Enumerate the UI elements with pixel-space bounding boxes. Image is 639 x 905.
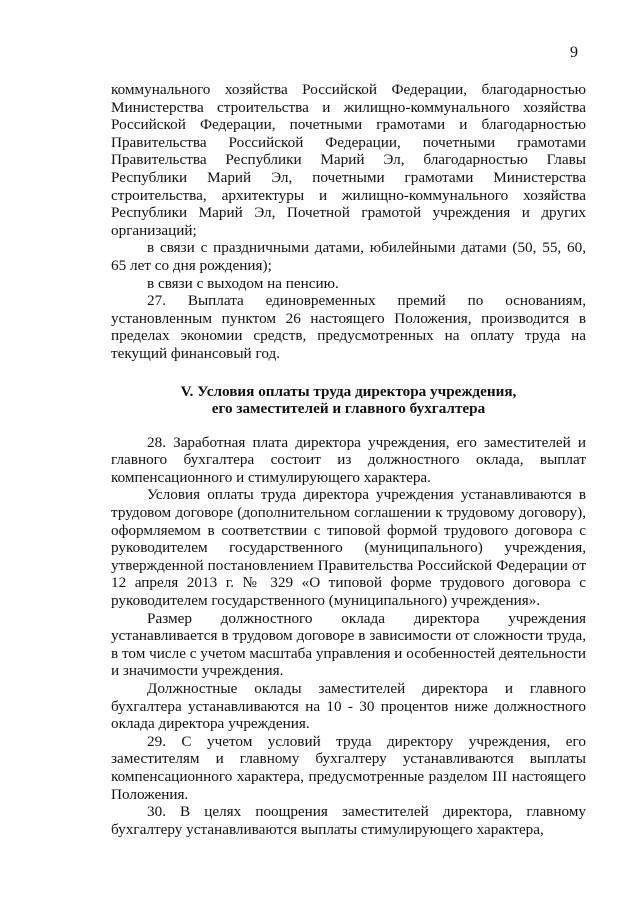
paragraph-director-conditions: Условия оплаты труда директора учреждения устанавливаются в трудовом договоре (дополнительном соглашении к трудовому договору), оформляемом в соответствии с типовой формой трудового договора с руководителем государственного (муниципального) учреждения, утвержденной постановлением Правительства Российской Федерации от 12 апреля 2013 г. № 329 «О типовой форме трудового договора с руководителем государственного (муниципального) учреждения».	[111, 486, 586, 610]
paragraph-clause-28: 28. Заработная плата директора учреждения, его заместителей и главного бухгалтера состоит из должностного оклада, выплат компенсационного и стимулирующего характера.	[111, 433, 586, 486]
paragraph-awards-continuation: коммунального хозяйства Российской Федерации, благодарностью Министерства строительства и жилищно-коммунального хозяйства Российской Федерации, почетными грамотами и благодарностью Правительства Российской Федерации, почетными грамотами Правительства Республики Марий Эл, благодарностью Главы Республики Марий Эл, почетными грамотами Министерства строительства, архитектуры и жилищно-коммунального хозяйства Республики Марий Эл, Почетной грамотой учреждения и других организаций;	[111, 81, 586, 239]
paragraph-retirement: в связи с выходом на пенсию.	[147, 274, 339, 292]
section-heading-line-1: V. Условия оплаты труда директора учреждения,	[180, 382, 517, 400]
page-number: 9	[570, 44, 578, 61]
paragraph-clause-30: 30. В целях поощрения заместителей директора, главному бухгалтеру устанавливаются выплаты стимулирующего характера,	[111, 803, 586, 838]
document-body	[111, 81, 586, 838]
paragraph-holiday-dates: в связи с праздничными датами, юбилейными датами (50, 55, 60, 65 лет со дня рождения);	[111, 239, 586, 274]
section-heading-line-2: его заместителей и главного бухгалтера	[211, 400, 486, 418]
paragraph-clause-27: 27. Выплата единовременных премий по основаниям, установленным пунктом 26 настоящего Положения, производится в пределах экономии средств, предусмотренных на оплату труда на текущий финансовый год.	[111, 292, 586, 362]
paragraph-director-salary: Размер должностного оклада директора учреждения устанавливается в трудовом договоре в зависимости от сложности труда, в том числе с учетом масштаба управления и особенностей деятельности и значимости учреждения.	[111, 609, 587, 680]
paragraph-clause-29: 29. С учетом условий труда директору учреждения, его заместителям и главному бухгалтеру устанавливаются выплаты компенсационного характера, предусмотренные разделом III настоящего Положения.	[111, 732, 586, 803]
section-heading	[111, 383, 586, 418]
paragraph-deputy-salaries: Должностные оклады заместителей директора и главного бухгалтера устанавливаются на 10 - 30 процентов ниже должностного оклада директора учреждения.	[111, 680, 586, 733]
